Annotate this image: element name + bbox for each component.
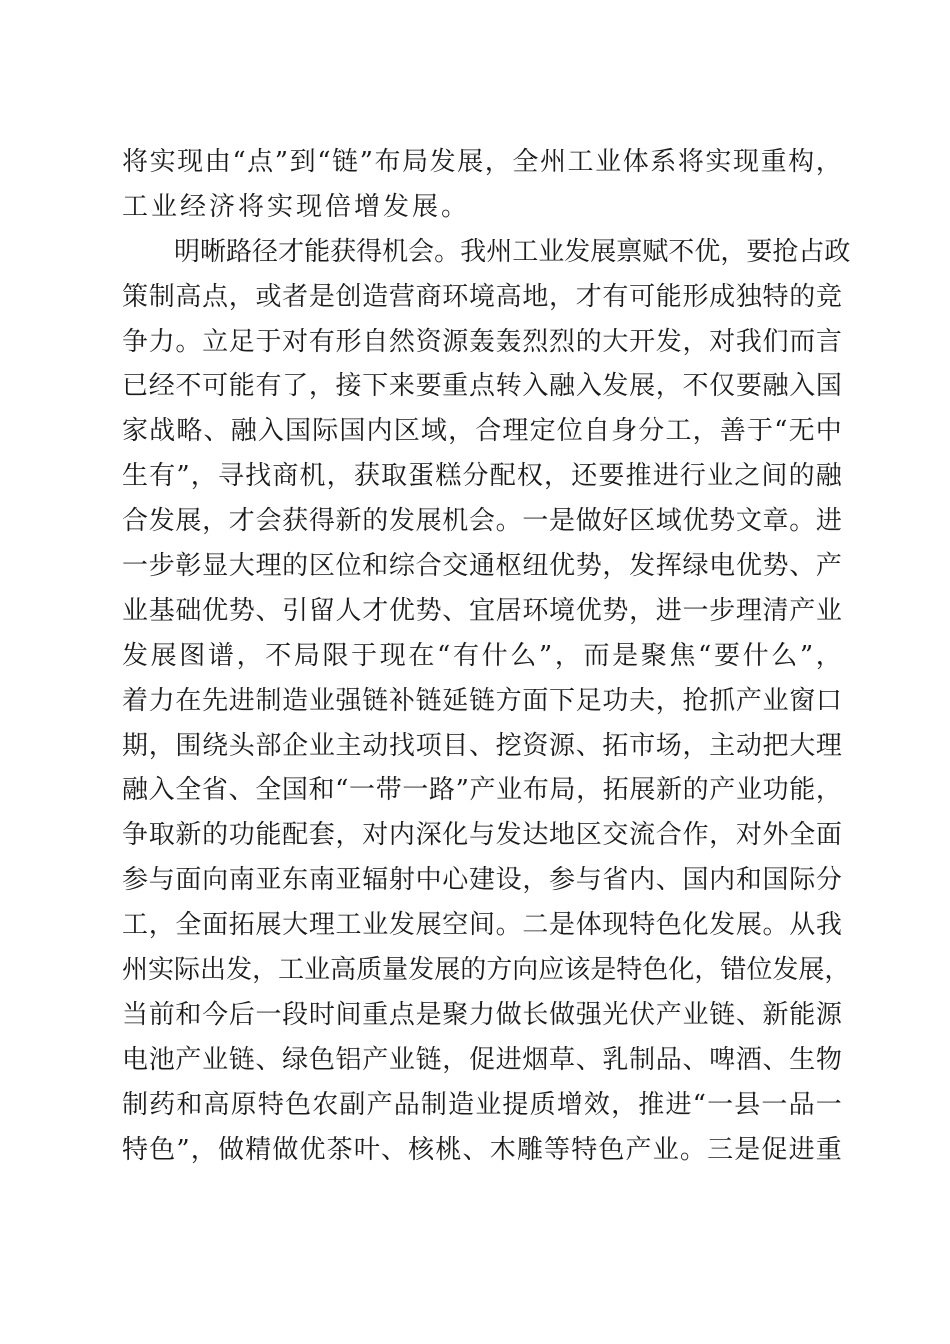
paragraph <box>122 140 842 230</box>
text-line: 工业经济将实现倍增发展。 <box>122 191 471 222</box>
text-line: 制 药 和 高 原 特 色 农 副 产 品 制 造 业 提 质 增 效 ， 推 进 “ 一 县 一 品 一 <box>122 1089 842 1120</box>
text-line: 家 战 略 、 融 入 国 际 国 内 区 域 ， 合 理 定 位 自 身 分 工 ， 善 于 “ 无 中 <box>122 416 842 447</box>
text-line: 业 基 础 优 势 、 引 留 人 才 优 势 、 宜 居 环 境 优 势 ， 进 一 步 理 清 产 业 <box>122 595 842 626</box>
text-line: 着 力 在 先 进 制 造 业 强 链 补 链 延 链 方 面 下 足 功 夫 ， 抢 抓 产 业 窗 口 <box>122 685 842 716</box>
text-line: 争 取 新 的 功 能 配 套 ， 对 内 深 化 与 发 达 地 区 交 流 合 作 ， 对 外 全 面 <box>122 820 842 851</box>
text-line: 争 力 。 立 足 于 对 有 形 自 然 资 源 轰 轰 烈 烈 的 大 开 发 ， 对 我 们 而 言 <box>122 326 842 357</box>
text-line: 明 晰 路 径 才 能 获 得 机 会 。 我 州 工 业 发 展 禀 赋 不 优 ， 要 抢 占 政 <box>174 236 851 267</box>
paragraph <box>122 230 851 1173</box>
text-line: 已 经 不 可 能 有 了 ， 接 下 来 要 重 点 转 入 融 入 发 展 ， 不 仅 要 融 入 国 <box>122 371 842 402</box>
text-line: 一 步 彰 显 大 理 的 区 位 和 综 合 交 通 枢 纽 优 势 ， 发 挥 绿 电 优 势 、 产 <box>122 551 842 582</box>
text-line: 当 前 和 今 后 一 段 时 间 重 点 是 聚 力 做 长 做 强 光 伏 产 业 链 、 新 能 源 <box>122 999 842 1030</box>
body-text <box>122 140 851 1172</box>
text-line: 发 展 图 谱 ， 不 局 限 于 现 在 “ 有 什 么 ” ， 而 是 聚 焦 “ 要 什 么 ” ， <box>122 640 842 671</box>
text-line: 合 发 展 ， 才 会 获 得 新 的 发 展 机 会 。 一 是 做 好 区 域 优 势 文 章 。 进 <box>122 506 842 537</box>
text-line: 特 色 ” ， 做 精 做 优 茶 叶 、 核 桃 、 木 雕 等 特 色 产 业 。 三 是 促 进 重 <box>122 1134 842 1165</box>
text-line: 策 制 高 点 ， 或 者 是 创 造 营 商 环 境 高 地 ， 才 有 可 能 形 成 独 特 的 竞 <box>122 281 842 312</box>
text-line: 将 实 现 由 “ 点 ” 到 “ 链 ” 布 局 发 展 ， 全 州 工 业 体 系 将 实 现 重 构 ， <box>122 147 842 177</box>
text-line: 工 ， 全 面 拓 展 大 理 工 业 发 展 空 间 。 二 是 体 现 特 色 化 发 展 。 从 我 <box>122 910 842 941</box>
text-line: 州 实 际 出 发 ， 工 业 高 质 量 发 展 的 方 向 应 该 是 特 色 化 ， 错 位 发 展 ， <box>122 955 851 986</box>
text-line: 参 与 面 向 南 亚 东 南 亚 辐 射 中 心 建 设 ， 参 与 省 内 、 国 内 和 国 际 分 <box>122 865 842 896</box>
text-line: 生 有 ” ， 寻 找 商 机 ， 获 取 蛋 糕 分 配 权 ， 还 要 推 进 行 业 之 间 的 融 <box>122 461 842 492</box>
text-line: 融 入 全 省 、 全 国 和 “ 一 带 一 路 ” 产 业 布 局 ， 拓 展 新 的 产 业 功 能 ， <box>122 775 842 806</box>
text-line: 期 ， 围 绕 头 部 企 业 主 动 找 项 目 、 挖 资 源 、 拓 市 场 ， 主 动 把 大 理 <box>122 730 842 761</box>
text-line: 电 池 产 业 链 、 绿 色 铝 产 业 链 ， 促 进 烟 草 、 乳 制 品 、 啤 酒 、 生 物 <box>122 1044 842 1075</box>
